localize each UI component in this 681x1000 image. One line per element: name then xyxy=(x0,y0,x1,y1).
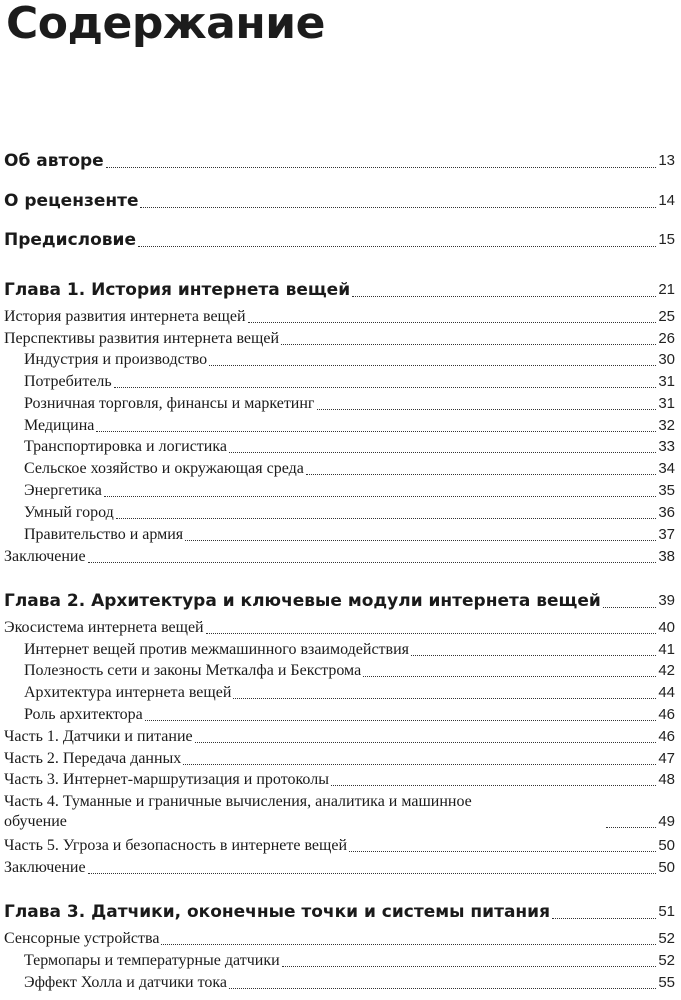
toc-entry[interactable] xyxy=(4,307,675,327)
dot-leader xyxy=(281,344,656,345)
dot-leader xyxy=(349,851,656,852)
toc-entry-label: Медицина xyxy=(24,417,95,434)
toc-entry-label: Заключение xyxy=(4,859,86,876)
dot-leader xyxy=(206,633,657,634)
dot-leader xyxy=(317,409,657,410)
dot-leader xyxy=(161,944,656,945)
toc-page-number: 36 xyxy=(658,504,675,521)
dot-leader xyxy=(140,207,656,208)
toc-entry-label: Архитектура интернета вещей xyxy=(24,684,232,701)
toc-entry-chapter-1[interactable] xyxy=(4,279,675,301)
toc-entry[interactable] xyxy=(4,973,675,993)
toc-page-number: 34 xyxy=(658,460,675,477)
toc-page-number: 42 xyxy=(658,662,675,679)
dot-leader xyxy=(106,167,657,168)
toc-page-number: 32 xyxy=(658,417,675,434)
dot-leader xyxy=(411,655,656,656)
toc-page-number: 40 xyxy=(658,619,675,636)
toc-page-number: 46 xyxy=(658,728,675,745)
dot-leader xyxy=(116,518,657,519)
toc-entry-multiline[interactable] xyxy=(4,792,675,832)
toc-entry[interactable] xyxy=(4,350,675,370)
page-title: Содержание xyxy=(6,0,325,49)
toc-page-number: 48 xyxy=(658,771,675,788)
toc-page-number: 21 xyxy=(658,281,675,298)
toc-page-number: 33 xyxy=(658,438,675,455)
toc-page-number: 31 xyxy=(658,373,675,390)
dot-leader xyxy=(104,496,656,497)
toc-page-number: 39 xyxy=(658,592,675,609)
dot-leader xyxy=(145,720,657,721)
toc-page-number: 50 xyxy=(658,837,675,854)
toc-entry[interactable] xyxy=(4,683,675,703)
toc-entry-label-line1: Часть 4. Туманные и граничные вычисления, аналитика и машинное xyxy=(4,793,472,810)
toc-entry[interactable] xyxy=(4,329,675,349)
toc-entry-label: Глава 1. История интернета вещей xyxy=(4,280,351,300)
toc-entry-label: Сельское хозяйство и окружающая среда xyxy=(24,460,304,477)
dot-leader xyxy=(138,246,656,247)
toc-entry-label: Экосистема интернета вещей xyxy=(4,619,204,636)
toc-page-number: 41 xyxy=(658,641,675,658)
toc-entry-label: Перспективы развития интернета вещей xyxy=(4,330,280,347)
dot-leader xyxy=(96,431,656,432)
dot-leader xyxy=(183,764,656,765)
toc-entry[interactable] xyxy=(4,437,675,457)
toc-entry-label: О рецензенте xyxy=(4,191,139,211)
toc-page-number: 55 xyxy=(658,974,675,991)
toc-entry-label: Часть 1. Датчики и питание xyxy=(4,728,193,745)
toc-entry-label: Часть 2. Передача данных xyxy=(4,750,182,767)
toc-page-number: 14 xyxy=(658,192,675,209)
toc-page-number: 13 xyxy=(658,152,675,169)
toc-entry[interactable] xyxy=(4,640,675,660)
dot-leader xyxy=(282,966,657,967)
toc-entry-label: Энергетика xyxy=(24,482,102,499)
toc-page-number: 25 xyxy=(658,308,675,325)
toc-page-number: 31 xyxy=(658,395,675,412)
toc-entry[interactable] xyxy=(4,372,675,392)
toc-page-number: 47 xyxy=(658,750,675,767)
toc-entry-label: Интернет вещей против межмашинного взаимодействия xyxy=(24,641,410,658)
toc-page-number: 49 xyxy=(658,813,675,830)
toc-entry-label: Глава 3. Датчики, оконечные точки и системы питания xyxy=(4,902,550,922)
toc-page-number: 35 xyxy=(658,482,675,499)
toc-entry-label: Розничная торговля, финансы и маркетинг xyxy=(24,395,315,412)
toc-entry-label: Часть 5. Угроза и безопасность в интернете вещей xyxy=(4,837,348,854)
toc-entry[interactable] xyxy=(4,929,675,949)
toc-page-number: 50 xyxy=(658,859,675,876)
toc-entry-label: Правительство и армия xyxy=(24,526,184,543)
dot-leader xyxy=(229,452,656,453)
toc-entry-label: Потребитель xyxy=(24,373,112,390)
toc-entry[interactable] xyxy=(4,661,675,681)
toc-entry[interactable] xyxy=(4,459,675,479)
dot-leader xyxy=(603,607,657,608)
toc-entry[interactable] xyxy=(4,525,675,545)
dot-leader xyxy=(606,827,656,828)
toc-entry[interactable] xyxy=(4,858,675,878)
toc-entry-label xyxy=(4,792,604,832)
toc-entry-label: Об авторе xyxy=(4,151,104,171)
dot-leader xyxy=(306,474,656,475)
toc-entry-label: Заключение xyxy=(4,548,86,565)
toc-entry[interactable] xyxy=(4,394,675,414)
dot-leader xyxy=(352,296,656,297)
toc-entry-chapter-3[interactable] xyxy=(4,901,675,923)
dot-leader xyxy=(229,988,656,989)
dot-leader xyxy=(363,676,656,677)
toc-page-number: 15 xyxy=(658,231,675,248)
dot-leader xyxy=(331,785,656,786)
toc-entry[interactable] xyxy=(4,416,675,436)
toc-entry-label: История развития интернета вещей xyxy=(4,308,246,325)
toc-page-number: 44 xyxy=(658,684,675,701)
toc-entry[interactable] xyxy=(4,727,675,747)
toc-page-number: 38 xyxy=(658,548,675,565)
toc-page-number: 30 xyxy=(658,351,675,368)
toc-entry[interactable] xyxy=(4,618,675,638)
dot-leader xyxy=(88,562,657,563)
toc-page-number: 51 xyxy=(658,903,675,920)
toc-page-number: 37 xyxy=(658,526,675,543)
toc-page-number: 52 xyxy=(658,930,675,947)
toc-entry-label: Индустрия и производство xyxy=(24,351,208,368)
toc-entry-preface[interactable] xyxy=(4,229,675,251)
toc-entry-label: Роль архитектора xyxy=(24,706,143,723)
dot-leader xyxy=(233,698,656,699)
dot-leader xyxy=(552,918,656,919)
toc-entry[interactable] xyxy=(4,749,675,769)
toc-entry[interactable] xyxy=(4,770,675,790)
toc-entry[interactable] xyxy=(4,836,675,856)
toc-entry-label: Глава 2. Архитектура и ключевые модули интернета вещей xyxy=(4,591,601,611)
toc-entry-label: Эффект Холла и датчики тока xyxy=(24,974,228,991)
toc-entry-about-reviewer[interactable] xyxy=(4,190,675,212)
toc-page-number: 52 xyxy=(658,952,675,969)
toc-entry[interactable] xyxy=(4,705,675,725)
toc-entry-label-line2: обучение xyxy=(4,813,67,830)
toc-entry-label: Полезность сети и законы Меткалфа и Бекстрома xyxy=(24,662,362,679)
dot-leader xyxy=(88,873,657,874)
dot-leader xyxy=(195,742,657,743)
toc-entry[interactable] xyxy=(4,503,675,523)
toc-entry-label: Термопары и температурные датчики xyxy=(24,952,280,969)
dot-leader xyxy=(114,387,657,388)
toc-entry-label: Умный город xyxy=(24,504,114,521)
toc-entry-label: Предисловие xyxy=(4,230,136,250)
dot-leader xyxy=(209,365,656,366)
toc-entry-chapter-2[interactable] xyxy=(4,590,675,612)
toc-entry-label: Сенсорные устройства xyxy=(4,930,160,947)
toc-entry-about-author[interactable] xyxy=(4,150,675,172)
toc-page-number: 46 xyxy=(658,706,675,723)
toc-page-number: 26 xyxy=(658,330,675,347)
toc-entry[interactable] xyxy=(4,951,675,971)
toc-entry-label: Транспортировка и логистика xyxy=(24,438,227,455)
toc-entry[interactable] xyxy=(4,547,675,567)
toc-entry-label: Часть 3. Интернет-маршрутизация и протоколы xyxy=(4,771,329,788)
dot-leader xyxy=(185,540,656,541)
dot-leader xyxy=(248,322,657,323)
toc-entry[interactable] xyxy=(4,481,675,501)
